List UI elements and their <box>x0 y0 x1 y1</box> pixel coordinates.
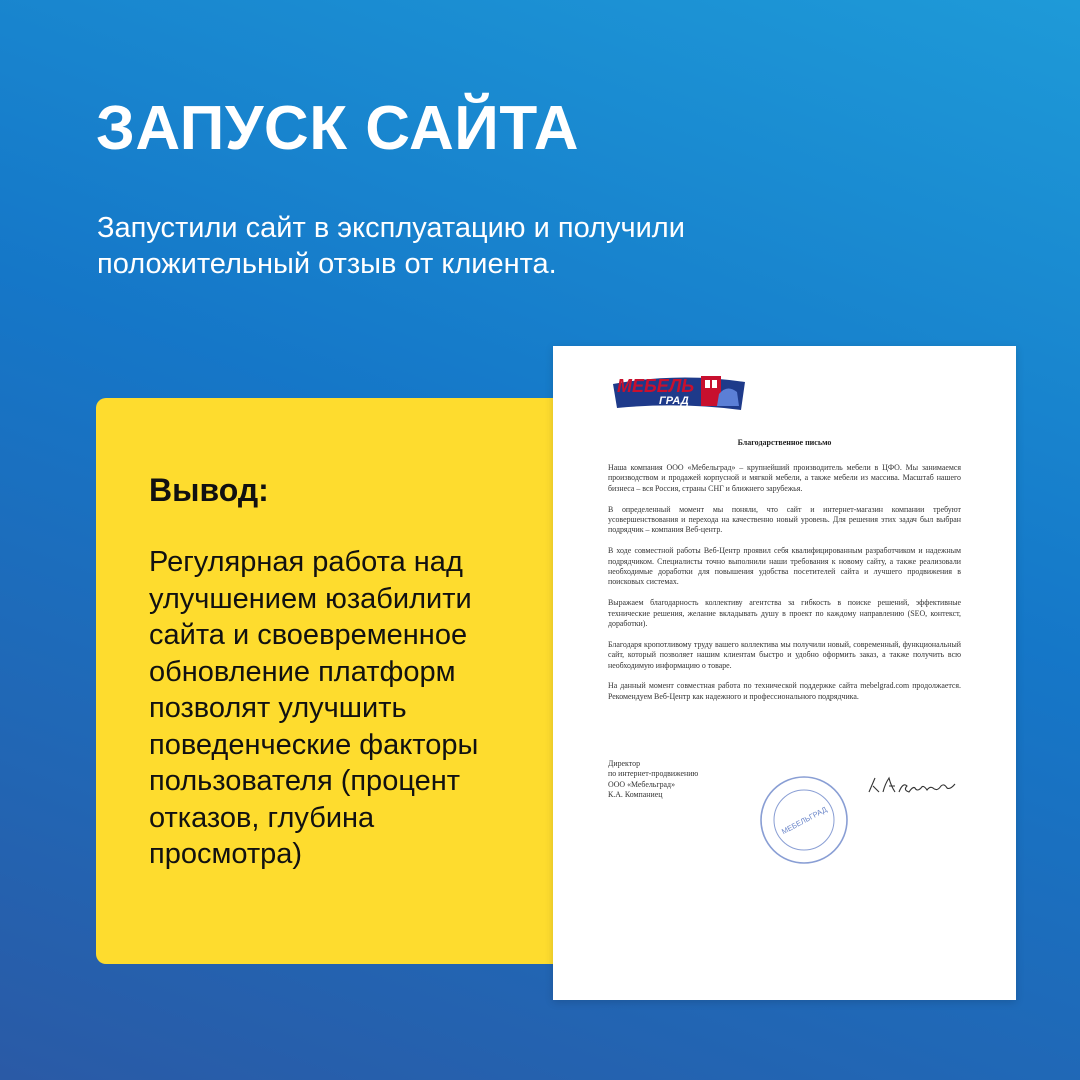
letter-paragraph: На данный момент совместная работа по технической поддержке сайта mebelgrad.com продолжается. Рекомендуем Веб-Центр как надежного и профессионального подрядчика. <box>608 681 961 701</box>
stamp-text: МЕБЕЛЬГРАД <box>780 804 829 837</box>
signer-line: по интернет-продвижению <box>608 769 699 779</box>
signer-block <box>608 759 698 801</box>
mebelgrad-logo <box>609 370 749 414</box>
signer-line: Директор <box>608 759 641 768</box>
letter-paragraph: Благодаря кропотливому труду вашего коллектива мы получили новый, современный, функциональный сайт, который позволяет нашим клиентам быстро и удобно оформить заказ, а также получить всю необходимую информацию о товаре. <box>608 639 961 670</box>
signer-line: К.А. Компаниец <box>608 790 663 800</box>
conclusion-card <box>96 398 566 964</box>
letter-body <box>608 463 961 713</box>
page-title: ЗАПУСК САЙТА <box>96 94 580 163</box>
signer-line: ООО «Мебельград» <box>608 779 676 789</box>
logo-text-sub: ГРАД <box>659 395 689 407</box>
handwritten-signature <box>865 774 965 798</box>
page-subtitle: Запустили сайт в эксплуатацию и получили положительный отзыв от клиента. <box>97 212 685 280</box>
company-stamp <box>758 774 850 866</box>
letter-paragraph: Наша компания ООО «Мебельград» – крупнейший производитель мебели в ЦФО. Мы занимаемся производством и продажей корпусной и мягкой мебели, а также мебели из массива. Масштаб нашего бизнеса – вся Россия, страны СНГ и ближнего зарубежья. <box>608 463 961 493</box>
thank-you-letter <box>553 346 1016 1000</box>
conclusion-heading: Вывод: <box>149 472 269 508</box>
letter-title: Благодарственное письмо <box>737 438 832 447</box>
logo-text-main: МЕБЕЛЬ <box>617 376 695 396</box>
letter-paragraph: Выражаем благодарность коллективу агентства за гибкость в поиске решений, эффективные технические решения, желание вкладывать душу в проект по каждому направлению (SEO, контекст, доработки). <box>608 598 961 629</box>
conclusion-text: Регулярная работа над улучшением юзабилити сайта и своевременное обновление платформ позволят улучшить поведенческие факторы пользователя (процент отказов, глубина просмотра) <box>149 546 479 870</box>
letter-paragraph: В ходе совместной работы Веб-Центр проявил себя квалифицированным разработчиком и надежным подрядчиком. Специалисты точно выполнили наши требования к новому сайту, а также реализовали необходимые доработки для повышения удобства посетителей сайта и лучшего продвижения в поисковых системах. <box>608 546 961 587</box>
letter-paragraph: В определенный момент мы поняли, что сайт и интернет-магазин компании требуют усовершенствования и перехода на качественно новый уровень. Для решения этих задач был выбран подрядчик – компания Веб-центр. <box>608 504 961 535</box>
